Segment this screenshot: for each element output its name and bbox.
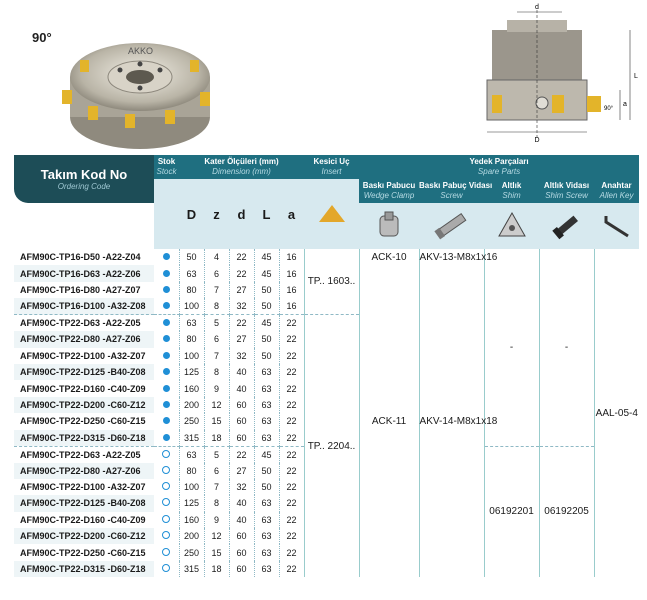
dim-D: 80	[179, 282, 204, 298]
stock-indicator	[154, 397, 179, 413]
dim-z: 9	[204, 512, 229, 528]
stock-col	[154, 179, 179, 249]
col-d: d	[229, 179, 254, 249]
dim-z: 8	[204, 298, 229, 315]
dim-D: 80	[179, 331, 204, 347]
stock-indicator	[154, 282, 179, 298]
stock-on-order-icon	[162, 466, 170, 474]
stock-indicator	[154, 265, 179, 281]
dim-a: a	[623, 101, 627, 108]
shim-screw-icon	[550, 208, 584, 242]
allen-key: AAL-05-4	[594, 249, 639, 577]
insert-en: Insert	[321, 167, 342, 176]
ordering-code: AFM90C-TP22-D315 -D60-Z18	[14, 561, 154, 577]
col-L: L	[254, 179, 279, 249]
stock-on-order-icon	[162, 498, 170, 506]
stock-indicator	[154, 544, 179, 560]
ordering-code: AFM90C-TP22-D160 -C40-Z09	[14, 380, 154, 396]
dim-tr: Kater Ölçüleri (mm)	[204, 157, 279, 166]
dim-z: 5	[204, 446, 229, 463]
stock-tr: Stok	[157, 157, 176, 166]
ordering-code: AFM90C-TP22-D200 -C60-Z12	[14, 528, 154, 544]
key-icon-cell	[594, 203, 639, 249]
dim-D: 100	[179, 479, 204, 495]
stock-indicator	[154, 512, 179, 528]
shim-none: -	[484, 249, 539, 446]
dim-D: 315	[179, 430, 204, 447]
ordering-code: AFM90C-TP22-D100 -A32-Z07	[14, 348, 154, 364]
shim-en: Shim	[502, 191, 521, 200]
ordering-code: AFM90C-TP16-D50 -A22-Z04	[14, 249, 154, 265]
col-z: z	[204, 179, 229, 249]
insert-tp16: TP.. 1603..	[304, 249, 359, 315]
dim-z: 15	[204, 413, 229, 429]
dim-L: 45	[254, 265, 279, 281]
title-tr: Takım Kod No	[40, 167, 128, 182]
stock-indicator	[154, 315, 179, 332]
title-en: Ordering Code	[57, 182, 111, 191]
stock-en: Stock	[156, 167, 177, 176]
key-en: Allen Key	[599, 191, 634, 200]
spare-tr: Yedek Parçaları	[469, 157, 529, 166]
dim-L: 50	[254, 463, 279, 479]
dim-L: 63	[254, 495, 279, 511]
ordering-code: AFM90C-TP22-D63 -A22-Z05	[14, 446, 154, 463]
stock-indicator	[154, 249, 179, 265]
screw-tr: Baskı Pabuç Vidası	[419, 181, 493, 190]
dim-d: 40	[229, 512, 254, 528]
ordering-code: AFM90C-TP22-D100 -A32-Z07	[14, 479, 154, 495]
shim-icon-cell	[484, 203, 539, 249]
dim-a: 22	[279, 380, 304, 396]
col-a: a	[279, 179, 304, 249]
screw-icon-cell	[419, 203, 484, 249]
dim-a: 22	[279, 495, 304, 511]
stock-indicator	[154, 430, 179, 447]
dim-a: 16	[279, 265, 304, 281]
key-tr: Anahtar	[601, 181, 632, 190]
dim-L: 63	[254, 544, 279, 560]
ordering-code: AFM90C-TP22-D250 -C60-Z15	[14, 413, 154, 429]
angle-label: 90°	[32, 30, 52, 45]
stock-on-order-icon	[162, 548, 170, 556]
dim-a: 22	[279, 561, 304, 577]
dim-L: 63	[254, 512, 279, 528]
dim-D: 100	[179, 298, 204, 315]
ordering-code: AFM90C-TP22-D125 -B40-Z08	[14, 495, 154, 511]
stock-indicator	[154, 446, 179, 463]
dim-D: 63	[179, 315, 204, 332]
stock-available-icon	[163, 417, 170, 424]
dim-a: 22	[279, 479, 304, 495]
dim-z: 5	[204, 315, 229, 332]
dim-z: 6	[204, 331, 229, 347]
dim-L: 63	[254, 397, 279, 413]
dim-d: 60	[229, 430, 254, 447]
ordering-code: AFM90C-TP22-D80 -A27-Z06	[14, 331, 154, 347]
dim-d: 22	[229, 249, 254, 265]
shim-screw-icon-cell	[539, 203, 594, 249]
dim-D: 125	[179, 495, 204, 511]
dim-z: 6	[204, 265, 229, 281]
stock-available-icon	[163, 286, 170, 293]
stock-available-icon	[163, 302, 170, 309]
stock-indicator	[154, 348, 179, 364]
dim-a: 22	[279, 397, 304, 413]
wedge-icon-cell	[359, 203, 419, 249]
screw-icon	[432, 208, 472, 242]
dim-L: 50	[254, 282, 279, 298]
stock-available-icon	[163, 319, 170, 326]
shimscrew-tr: Altlık Vidası	[543, 181, 590, 190]
dim-z: 12	[204, 397, 229, 413]
dim-d: 32	[229, 479, 254, 495]
dim-d: 22	[229, 315, 254, 332]
shim-screw-part: 06192205	[539, 446, 594, 577]
dim-z: 6	[204, 463, 229, 479]
ordering-code: AFM90C-TP22-D250 -C60-Z15	[14, 544, 154, 560]
shim-part: 06192201	[484, 446, 539, 577]
stock-indicator	[154, 298, 179, 315]
dim-D: 250	[179, 544, 204, 560]
dim-z: 18	[204, 561, 229, 577]
stock-available-icon	[163, 368, 170, 375]
dim-angle: 90°	[604, 106, 614, 112]
brand-text: AKKO	[128, 46, 154, 56]
stock-indicator	[154, 380, 179, 396]
wedge-en: Wedge Clamp	[363, 191, 415, 200]
stock-on-order-icon	[162, 564, 170, 572]
dim-d: 60	[229, 528, 254, 544]
ordering-code: AFM90C-TP16-D80 -A27-Z07	[14, 282, 154, 298]
dim-z: 12	[204, 528, 229, 544]
insert-tr: Kesici Uç	[313, 157, 350, 166]
dim-D: 125	[179, 364, 204, 380]
stock-available-icon	[163, 335, 170, 342]
shim-screw-none: -	[539, 249, 594, 446]
dim-a: 22	[279, 413, 304, 429]
screw-tp16: AKV-13-M8x1x16	[419, 249, 484, 265]
ordering-code: AFM90C-TP22-D315 -D60-Z18	[14, 430, 154, 447]
dim-L: 50	[254, 479, 279, 495]
dim-L: 45	[254, 315, 279, 332]
ordering-table	[14, 155, 639, 595]
stock-on-order-icon	[162, 531, 170, 539]
dim-L: 63	[254, 528, 279, 544]
screw-en: Screw	[440, 191, 463, 200]
dim-D: 50	[179, 249, 204, 265]
ordering-code: AFM90C-TP16-D63 -A22-Z06	[14, 265, 154, 281]
stock-indicator	[154, 495, 179, 511]
stock-available-icon	[163, 352, 170, 359]
shim-icon	[495, 208, 529, 242]
shim-tr: Altlık	[501, 181, 522, 190]
dim-z: 8	[204, 495, 229, 511]
allen-key-icon	[600, 208, 634, 242]
dim-a: 16	[279, 282, 304, 298]
col-D: D	[179, 179, 204, 249]
stock-indicator	[154, 528, 179, 544]
dim-z: 7	[204, 348, 229, 364]
spare-parts-header	[359, 155, 639, 179]
ordering-code: AFM90C-TP22-D160 -C40-Z09	[14, 512, 154, 528]
dim-a: 22	[279, 446, 304, 463]
dim-a: 22	[279, 430, 304, 447]
dim-D: 63	[179, 265, 204, 281]
stock-available-icon	[163, 385, 170, 392]
screw-tp22: AKV-14-M8x1x18	[419, 265, 484, 577]
dim-D: 200	[179, 528, 204, 544]
dim-D: 250	[179, 413, 204, 429]
dim-d: 32	[229, 298, 254, 315]
dim-d: 22	[229, 265, 254, 281]
stock-indicator	[154, 331, 179, 347]
insert-tp22: TP.. 2204..	[304, 315, 359, 578]
dim-d: 27	[229, 282, 254, 298]
dim-L: 50	[254, 331, 279, 347]
dim-z: 15	[204, 544, 229, 560]
stock-available-icon	[163, 401, 170, 408]
dim-d: 40	[229, 380, 254, 396]
dim-D: 160	[179, 380, 204, 396]
dim-a: 22	[279, 364, 304, 380]
dim-d: 27	[229, 331, 254, 347]
dim-L: 50	[254, 298, 279, 315]
dim-z: 9	[204, 380, 229, 396]
stock-on-order-icon	[162, 450, 170, 458]
dim-L: 63	[254, 364, 279, 380]
dim-a: 22	[279, 544, 304, 560]
dim-d: 60	[229, 397, 254, 413]
wedge-tp16: ACK-10	[359, 249, 419, 265]
dim-a: 22	[279, 463, 304, 479]
ordering-code-header	[14, 155, 154, 203]
table-row	[14, 249, 639, 265]
wedge-tp22: ACK-11	[359, 265, 419, 577]
dim-L: L	[634, 73, 638, 80]
stock-indicator	[154, 364, 179, 380]
dim-d: 60	[229, 561, 254, 577]
dim-L: 45	[254, 446, 279, 463]
stock-indicator	[154, 463, 179, 479]
dim-d: 22	[229, 446, 254, 463]
triangle-insert-icon	[317, 202, 347, 224]
technical-drawing	[462, 0, 642, 150]
dim-a: 22	[279, 315, 304, 332]
stock-on-order-icon	[162, 482, 170, 490]
dim-L: 63	[254, 561, 279, 577]
dim-D: 63	[179, 446, 204, 463]
dim-d: 27	[229, 463, 254, 479]
dim-a: 22	[279, 331, 304, 347]
dim-en: Dimension (mm)	[212, 167, 271, 176]
shimscrew-en: Shim Screw	[545, 191, 588, 200]
dim-L: 63	[254, 430, 279, 447]
dim-L: 63	[254, 413, 279, 429]
dim-z: 8	[204, 364, 229, 380]
ordering-code: AFM90C-TP22-D80 -A27-Z06	[14, 463, 154, 479]
dim-z: 7	[204, 282, 229, 298]
stock-header	[154, 155, 179, 179]
insert-header	[304, 155, 359, 179]
dim-a: 22	[279, 512, 304, 528]
dim-L: 50	[254, 348, 279, 364]
dim-d: 60	[229, 413, 254, 429]
dim-d: 40	[229, 364, 254, 380]
dim-L: 45	[254, 249, 279, 265]
insert-icon-cell	[304, 179, 359, 249]
stock-on-order-icon	[162, 515, 170, 523]
dim-a: 22	[279, 348, 304, 364]
stock-indicator	[154, 413, 179, 429]
dim-a: 16	[279, 298, 304, 315]
stock-available-icon	[163, 253, 170, 260]
wedge-clamp-icon	[372, 208, 406, 242]
dim-L: 63	[254, 380, 279, 396]
ordering-code: AFM90C-TP16-D100 -A32-Z08	[14, 298, 154, 315]
ordering-code: AFM90C-TP22-D200 -C60-Z12	[14, 397, 154, 413]
dim-d: 40	[229, 495, 254, 511]
dim-d: 32	[229, 348, 254, 364]
stock-available-icon	[163, 434, 170, 441]
dim-d: d	[535, 4, 539, 11]
spare-en: Spare Parts	[477, 167, 521, 176]
dim-D: 200	[179, 397, 204, 413]
dim-d: 60	[229, 544, 254, 560]
dim-D: D	[534, 137, 540, 144]
milling-cutter-photo	[40, 22, 240, 157]
stock-available-icon	[163, 270, 170, 277]
dim-z: 4	[204, 249, 229, 265]
dim-D: 80	[179, 463, 204, 479]
dim-a: 22	[279, 528, 304, 544]
ordering-code: AFM90C-TP22-D125 -B40-Z08	[14, 364, 154, 380]
dim-z: 7	[204, 479, 229, 495]
dim-z: 18	[204, 430, 229, 447]
wedge-tr: Baskı Pabucu	[362, 181, 416, 190]
dimension-header	[179, 155, 304, 179]
stock-indicator	[154, 479, 179, 495]
stock-indicator	[154, 561, 179, 577]
dim-a: 16	[279, 249, 304, 265]
dim-D: 100	[179, 348, 204, 364]
dim-D: 315	[179, 561, 204, 577]
dim-D: 160	[179, 512, 204, 528]
ordering-code: AFM90C-TP22-D63 -A22-Z05	[14, 315, 154, 332]
